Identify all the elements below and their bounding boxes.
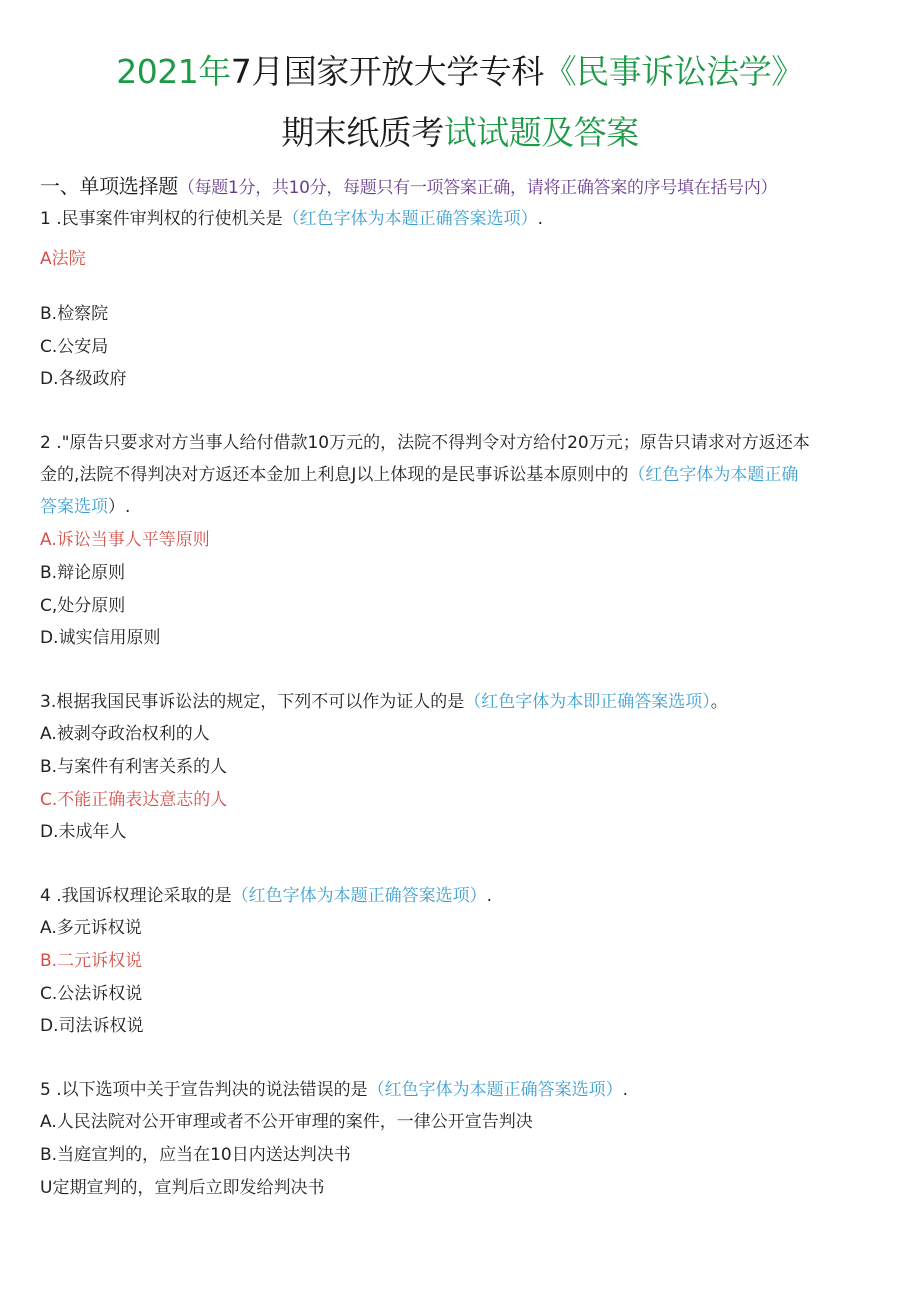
question-1-stem: 1 .民事案件审判权的行使机关是（红色字体为本题正确答案选项）. [40,209,544,229]
title-exam-type: 期末纸质考 [281,113,444,152]
question-1-option-c: C.公安局 [40,337,109,357]
question-3-option-b: B.与案件有利害关系的人 [40,757,228,777]
question-3-option-c-correct: C.不能正确表达意志的人 [40,790,228,810]
question-4-stem: 4 .我国诉权理论采取的是（红色字体为本题正确答案选项）. [40,886,493,906]
section-instruction: （每题1分，共10分，每题只有一项答案正确，请将正确答案的序号填在括号内） [177,178,778,198]
title-school: 7月国家开放大学专科 [230,52,544,91]
section-heading [40,173,777,201]
question-1-option-b: B.检察院 [40,304,109,324]
question-4-option-c: C.公法诉权说 [40,984,143,1004]
question-3-stem: 3.根据我国民事诉讼法的规定，下列不可以作为证人的是（红色字体为本即正确答案选项）。 [40,692,728,712]
question-4-option-b-correct: B.二元诉权说 [40,951,143,971]
document-title-line2 [0,113,920,153]
question-1-option-d: D.各级政府 [40,369,127,389]
title-year: 2021年 [116,52,231,91]
question-2-stem-line2: 金的,法院不得判决对方返还本金加上利息J以上体现的是民事诉讼基本原则中的（红色字体为本题正确 [40,465,799,485]
question-5-option-a: A.人民法院对公开审理或者不公开审理的案件，一律公开宣告判决 [40,1112,533,1132]
question-3-option-a: A.被剥夺政治权利的人 [40,724,210,744]
question-5-option-b: B.当庭宣判的，应当在10日内送达判决书 [40,1145,351,1165]
question-5-stem: 5 .以下选项中关于宣告判决的说法错误的是（红色字体为本题正确答案选项）. [40,1080,629,1100]
question-2-option-a-correct: A.诉讼当事人平等原则 [40,530,210,550]
question-2-stem-line1: 2 ."原告只要求对方当事人给付借款10万元的，法院不得判令对方给付20万元；原告只请求对方返还本 [40,433,810,453]
question-2-option-b: B.辩论原则 [40,563,126,583]
answer-hint: （红色字体为本题正确 [628,465,799,485]
question-4-option-a: A.多元诉权说 [40,918,142,938]
document-title-line1 [0,52,920,92]
question-2-option-c: C,处分原则 [40,596,126,616]
answer-hint: 答案选项 [40,497,108,517]
question-2-stem-line3: 答案选项）. [40,497,131,517]
answer-hint: （红色字体为本题正确答案选项） [231,886,487,906]
question-2-option-d: D.诚实信用原则 [40,628,161,648]
question-4-option-d: D.司法诉权说 [40,1016,144,1036]
answer-hint: （红色字体为本题正确答案选项） [367,1080,623,1100]
title-course: 《民事诉讼法学》 [543,52,804,91]
answer-hint: （红色字体为本题正确答案选项） [282,209,538,229]
section-title: 一、单项选择题 [40,174,178,198]
title-exam-answers: 试试题及答案 [443,113,639,152]
question-3-option-d: D.未成年人 [40,822,127,842]
question-5-option-c: U定期宣判的，宣判后立即发给判决书 [40,1178,325,1198]
question-1-option-a-correct: A法院 [40,249,86,269]
answer-hint: （红色字体为本即正确答案选项） [464,692,711,712]
